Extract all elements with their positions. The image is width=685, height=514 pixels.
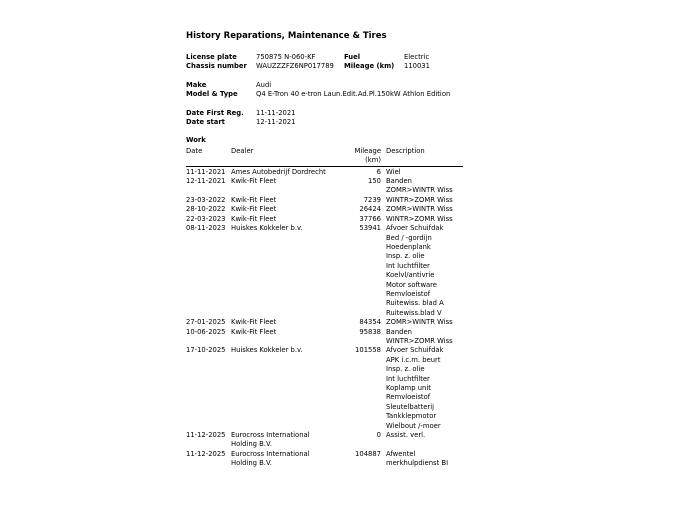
work-mileage: 84354 [359, 318, 381, 327]
make-model-block [186, 81, 478, 100]
column-header-description: Description [386, 146, 425, 155]
license-fuel-row [186, 53, 478, 62]
work-mileage: 0 [376, 431, 381, 440]
date-start-label: Date start [186, 118, 225, 127]
work-row [186, 328, 463, 347]
work-section-label: Work [186, 136, 206, 145]
work-description-line: Tankklepmotor [386, 412, 437, 421]
work-dealer: Huiskes Kokkeler b.v. [231, 224, 303, 233]
work-description-line: Afvoer Schuifdak [386, 346, 444, 355]
work-descriptions [381, 177, 463, 196]
work-description-line: Motor software [386, 280, 437, 289]
work-row [186, 205, 463, 214]
work-date: 17-10-2025 [186, 346, 226, 355]
work-date: 27-01-2025 [186, 318, 226, 327]
work-description-line: Assist. verl. [386, 431, 426, 440]
work-descriptions [381, 196, 463, 205]
work-description-line: ZOMR>WINTR Wiss [386, 318, 453, 327]
work-description-line: Banden [386, 177, 412, 186]
work-descriptions [381, 168, 463, 177]
work-description-line: Insp. z. olie [386, 365, 425, 374]
work-date: 11-11-2021 [186, 167, 226, 176]
work-description-line: Wiel [386, 167, 401, 176]
work-date: 22-03-2023 [186, 214, 226, 223]
work-row [186, 224, 463, 318]
work-dealer: Kwik-Fit Fleet [231, 214, 277, 223]
work-mileage: 101558 [355, 346, 381, 355]
date-first-reg-value: 11-11-2021 [256, 108, 296, 117]
work-table [186, 147, 463, 469]
date-start-row [186, 118, 478, 127]
work-row [186, 196, 463, 205]
work-date: 11-12-2025 [186, 449, 226, 458]
column-header-mileage: Mileage (km) [354, 146, 381, 165]
work-mileage: 95838 [359, 327, 381, 336]
license-plate-value: 750875 N-060-KF [256, 53, 316, 61]
work-descriptions [381, 328, 463, 347]
work-description-line: Int luchtfilter [386, 374, 430, 383]
work-row [186, 318, 463, 327]
work-date: 11-12-2025 [186, 431, 226, 440]
page-title: History Reparations, Maintenance & Tires [186, 31, 387, 41]
work-rows [186, 167, 463, 469]
work-description-line: Remvloeistof [386, 393, 431, 402]
work-description-line: ZOMR>WINTR Wiss [386, 205, 453, 214]
work-row [186, 431, 463, 450]
work-dealer: Kwik-Fit Fleet [231, 327, 277, 336]
work-mileage: 104887 [355, 449, 381, 458]
work-description-line: Wielbout /-moer [386, 421, 441, 430]
work-description-line: WINTR>ZOMR Wiss [386, 336, 453, 345]
make-label: Make [186, 80, 207, 89]
work-dealer: Huiskes Kokkeler b.v. [231, 346, 303, 355]
work-description-line: ZOMR>WINTR Wiss [386, 186, 453, 195]
work-description-line: Banden [386, 327, 412, 336]
work-description-line: Sleutelbatterij [386, 402, 434, 411]
chassis-mileage-row [186, 62, 478, 71]
work-dealer: Ames Autobedrijf Dordrecht [231, 167, 326, 176]
work-dealer: Kwik-Fit Fleet [231, 318, 277, 327]
work-row [186, 177, 463, 196]
work-description-line: WINTR>ZOMR Wiss [386, 195, 453, 204]
work-descriptions [381, 205, 463, 214]
date-first-reg-label: Date First Reg. [186, 108, 244, 117]
work-descriptions [381, 215, 463, 224]
work-descriptions [381, 431, 463, 450]
column-header-dealer: Dealer [231, 146, 254, 155]
work-dealer: Kwik-Fit Fleet [231, 177, 277, 186]
fuel-value: Electric [404, 53, 430, 61]
work-date: 23-03-2022 [186, 195, 226, 204]
vehicle-identity-block [186, 53, 478, 72]
work-row [186, 168, 463, 177]
license-plate-label: License plate [186, 53, 237, 61]
work-description-line: Remvloeistof [386, 289, 431, 298]
work-dealer: Eurocross International Holding B.V. [231, 431, 310, 449]
work-descriptions [381, 224, 463, 318]
work-description-line: Int luchtfilter [386, 261, 430, 270]
work-descriptions [381, 346, 463, 431]
work-description-line: Bed / -gordijn [386, 233, 432, 242]
work-mileage: 26424 [359, 205, 381, 214]
chassis-number-label: Chassis number [186, 62, 247, 71]
work-descriptions [381, 450, 463, 469]
work-description-line: WINTR>ZOMR Wiss [386, 214, 453, 223]
model-type-value: Q4 E-Tron 40 e-tron Laun.Edit.Ad.Pl.150kW Athlon Edition [256, 90, 451, 99]
work-row [186, 215, 463, 224]
work-dealer: Kwik-Fit Fleet [231, 205, 277, 214]
work-mileage: 6 [376, 167, 381, 176]
work-description-line: Afwentel merkhulpdienst BI [386, 449, 449, 468]
work-row [186, 346, 463, 431]
work-descriptions [381, 318, 463, 327]
work-mileage: 37766 [359, 214, 381, 223]
model-type-label: Model & Type [186, 90, 238, 99]
work-date: 28-10-2022 [186, 205, 226, 214]
work-date: 08-11-2023 [186, 224, 226, 233]
work-mileage: 53941 [359, 224, 381, 233]
work-table-header [186, 147, 463, 167]
work-dealer: Kwik-Fit Fleet [231, 195, 277, 204]
column-header-date: Date [186, 146, 203, 155]
work-description-line: Koplamp unit [386, 384, 431, 392]
make-row [186, 81, 478, 90]
dates-block [186, 109, 478, 128]
chassis-number-value: WAUZZZFZ6NP017789 [256, 62, 334, 71]
work-mileage: 150 [368, 177, 381, 186]
work-mileage: 7239 [363, 195, 381, 204]
work-description-line: Ruitewiss.blad V [386, 308, 442, 317]
date-first-reg-row [186, 109, 478, 118]
work-description-line: Koelvl/antivrie [386, 271, 435, 280]
work-description-line: Hoedenplank [386, 242, 431, 251]
work-row [186, 450, 463, 469]
work-description-line: Afvoer Schuifdak [386, 224, 444, 233]
make-value: Audi [256, 80, 272, 89]
history-report [186, 31, 478, 469]
work-description-line: Ruitewiss. blad A [386, 299, 444, 308]
work-description-line: APK i.c.m. beurt [386, 355, 441, 364]
mileage-label: Mileage (km) [344, 62, 395, 71]
work-dealer: Eurocross International Holding B.V. [231, 449, 310, 468]
work-date: 12-11-2021 [186, 177, 226, 186]
model-row [186, 90, 478, 99]
fuel-label: Fuel [344, 53, 361, 61]
work-description-line: Insp. z. olie [386, 252, 425, 261]
work-date: 10-06-2025 [186, 327, 226, 336]
mileage-value: 110031 [404, 62, 430, 71]
date-start-value: 12-11-2021 [256, 118, 296, 127]
